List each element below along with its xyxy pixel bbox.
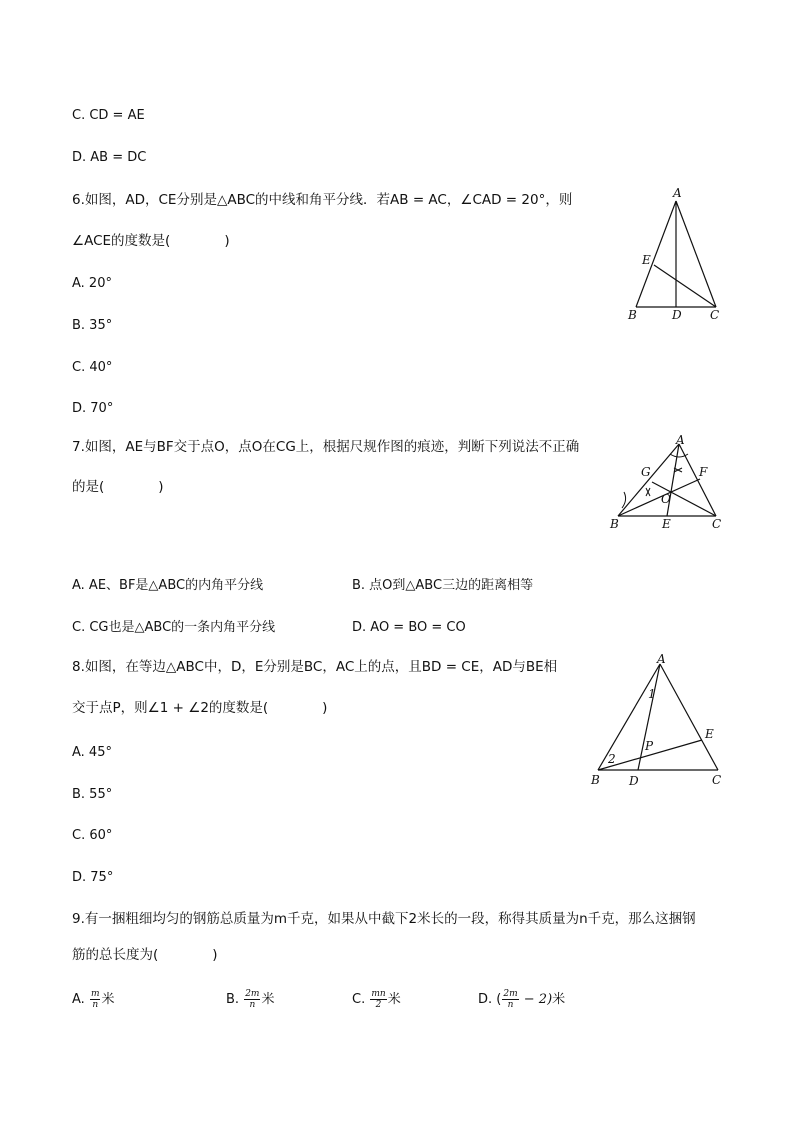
q7-option-b: B. 点O到△ABC三边的距离相等 [352,578,534,593]
q6-label-b: B [628,308,637,322]
q8-stem-line1: 8.如图，在等边△ABC中，D，E分别是BC，AC上的点，且BD = CE，AD与BE相 [72,659,558,675]
q7-triangle-figure [604,432,729,534]
q8-label-d: D [629,774,639,788]
q7-label-b: B [610,517,619,531]
q9-option-d-fraction [502,989,518,1010]
q6-option-a: A. 20° [72,276,112,291]
q8-label-b: B [591,773,600,787]
q6-stem-line2: ∠ACE的度数是( ) [72,233,230,249]
q6-option-c: C. 40° [72,360,113,375]
q7-stem-line1: 7.如图，AE与BF交于点O，点O在CG上，根据尺规作图的痕迹，判断下列说法不正确 [72,439,580,455]
q9-option-c-unit: 米 [387,992,401,1007]
q9-option-c-label: C. [352,992,366,1007]
q6-stem-line1: 6.如图，AD，CE分别是△ABC的中线和角平分线．若AB = AC，∠CAD = 20°，则 [72,192,573,208]
q8-label-2: 2 [608,752,616,766]
q9-option-c [352,989,401,1010]
q6-label-c: C [710,308,720,322]
q9-option-d-den: n [507,1000,514,1010]
q9-stem-line2: 筋的总长度为( ) [72,947,218,963]
q8-triangle-figure [586,650,731,792]
q8-label-p: P [645,739,654,753]
q9-option-a-fraction [90,989,101,1010]
q9-option-b-fraction [244,989,260,1010]
q9-option-d-label: D. [478,992,493,1007]
q9-option-c-num: mn [371,989,386,999]
q9-option-b-unit: 米 [261,992,275,1007]
q8-option-d: D. 75° [72,870,114,885]
q9-option-c-fraction [370,989,386,1010]
q8-option-b: B. 55° [72,787,113,802]
q6-label-d: D [672,308,682,322]
q7-stem-line2: 的是( ) [72,479,164,495]
q9-option-a-den: n [92,1000,99,1010]
q7-label-f: F [699,465,708,479]
q9-stem-line1: 9.有一捆粗细均匀的钢筋总质量为m千克，如果从中截下2米长的一段，称得其质量为n千克，那么这捆钢 [72,911,696,927]
q8-label-e: E [705,727,714,741]
q6-label-a: A [673,186,682,200]
q9-option-a-unit: 米 [101,992,115,1007]
q7-option-a: A. AE、BF是△ABC的内角平分线 [72,578,264,593]
q9-option-d-unit: 米 [552,992,566,1007]
q9-option-b-num: 2m [245,989,260,999]
q8-option-a: A. 45° [72,745,112,760]
q5-option-c: C. CD = AE [72,108,145,123]
q9-option-b-label: B. [226,992,240,1007]
q9-option-b-den: n [249,1000,256,1010]
q8-label-c: C [712,773,722,787]
q6-triangle-figure [620,183,730,323]
q6-label-e: E [642,253,651,267]
q9-option-d-open-paren: ( [496,992,502,1007]
q7-label-o: O [661,492,671,506]
q8-label-1: 1 [648,687,656,701]
q9-option-a [72,989,115,1010]
q9-option-d-tail: − 2) [519,992,553,1007]
q8-option-c: C. 60° [72,828,113,843]
q8-label-a: A [657,652,666,666]
q9-option-a-label: A. [72,992,85,1007]
q5-option-d: D. AB = DC [72,150,147,165]
q7-label-c: C [712,517,722,531]
q6-option-d: D. 70° [72,401,114,416]
q7-option-c: C. CG也是△ABC的一条内角平分线 [72,620,276,635]
q7-label-e: E [662,517,671,531]
q7-option-d: D. AO = BO = CO [352,620,466,635]
q8-stem-line2: 交于点P，则∠1 + ∠2的度数是( ) [72,700,328,716]
q9-option-b [226,989,274,1010]
q6-option-b: B. 35° [72,318,113,333]
q9-option-d [478,989,565,1010]
q9-option-d-num: 2m [503,989,518,999]
q9-option-a-num: m [90,989,100,999]
q7-label-g: G [641,465,651,479]
q7-label-a: A [676,433,685,447]
q9-option-c-den: 2 [375,1000,382,1010]
